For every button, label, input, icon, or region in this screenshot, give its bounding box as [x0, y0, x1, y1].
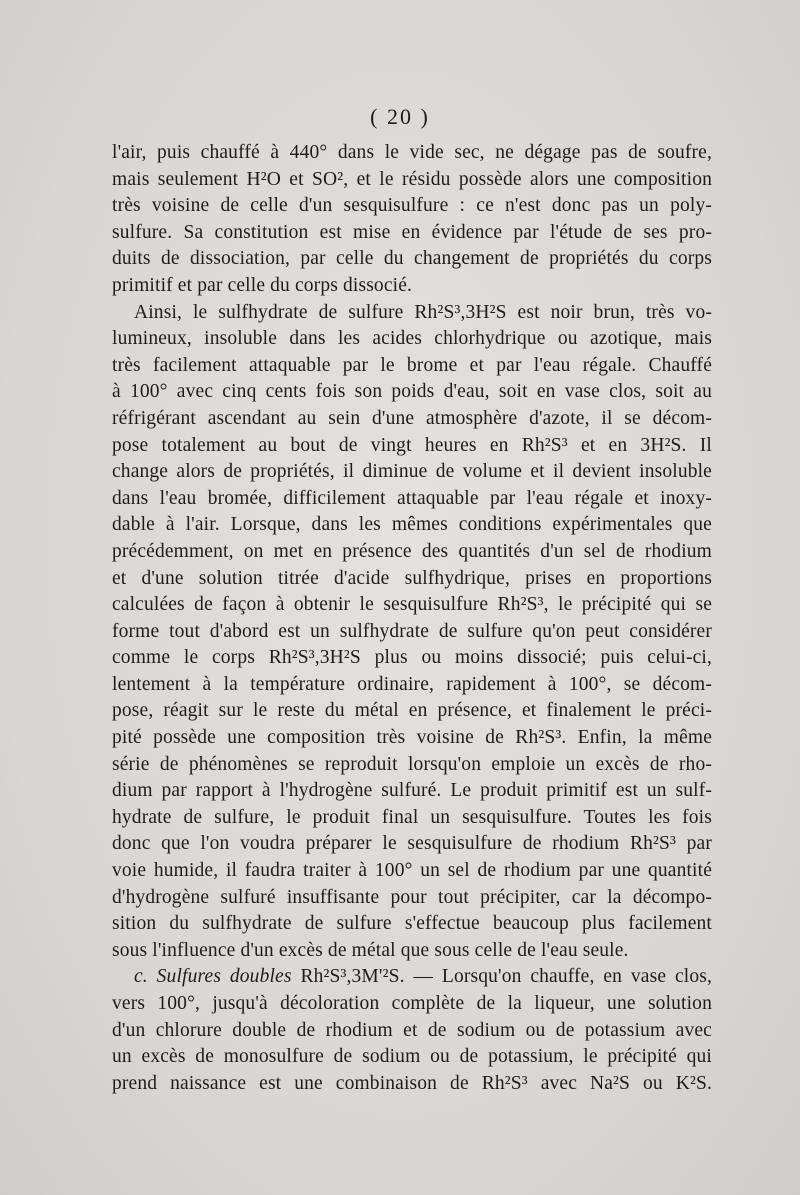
text-line: change alors de propriétés, il diminue de volume et il devient insoluble	[112, 461, 712, 483]
text-line: prend naissance est une combinaison de Rh²S³ avec Na²S ou K²S.	[112, 1072, 712, 1094]
text-line: vers 100°, jusqu'à décoloration complète de la liqueur, une solution	[112, 993, 712, 1014]
text-line: à 100° avec cinq cents fois son poids d'eau, soit en vase clos, soit au	[112, 381, 712, 403]
text-line: pité possède une composition très voisine de Rh²S³. Enfin, la même	[112, 727, 712, 749]
text-line: hydrate de sulfure, le produit final un sesquisulfure. Toutes les fois	[112, 806, 712, 828]
section-heading-line	[112, 964, 712, 991]
text-line: voie humide, il faudra traiter à 100° un sel de rhodium par une quantité	[112, 860, 712, 882]
text-line: mais seulement H²O et SO², et le résidu possède alors une composition	[112, 168, 712, 190]
body-text	[112, 140, 712, 1097]
text-line: lentement à la température ordinaire, rapidement à 100°, se décom-	[112, 673, 712, 695]
text-line: d'un chlorure double de rhodium et de sodium ou de potassium avec	[112, 1019, 712, 1041]
text-line: duits de dissociation, par celle du changement de propriétés du corps	[112, 248, 712, 270]
text-line: un excès de monosulfure de sodium ou de potassium, le précipité qui	[112, 1046, 712, 1068]
text-line: précédemment, on met en présence des quantités d'un sel de rhodium	[112, 540, 712, 562]
text-line: comme le corps Rh²S³,3H²S plus ou moins dissocié; puis celui-ci,	[112, 647, 712, 669]
text-line: primitif et par celle du corps dissocié.	[112, 274, 413, 296]
text-line: donc que l'on voudra préparer le sesquisulfure de rhodium Rh²S³ par	[112, 833, 712, 855]
text-line: calculées de façon à obtenir le sesquisulfure Rh²S³, le précipité qui se	[112, 594, 712, 616]
text-line: réfrigérant ascendant au sein d'une atmosphère d'azote, il se décom-	[112, 407, 712, 429]
text-line: très facilement attaquable par le brome et par l'eau régale. Chauffé	[112, 354, 712, 376]
text-line: l'air, puis chauffé à 440° dans le vide sec, ne dégage pas de soufre,	[112, 142, 712, 163]
text-line: forme tout d'abord est un sulfhydrate de sulfure qu'on peut considérer	[112, 620, 712, 642]
text-line: dium par rapport à l'hydrogène sulfuré. Le produit primitif est un sulf-	[112, 780, 712, 802]
text-line: dans l'eau bromée, difficilement attaquable par l'eau régale et inoxy-	[112, 487, 712, 509]
page-number: ( 20 )	[370, 104, 430, 129]
text-line: d'hydrogène sulfuré insuffisante pour tout précipiter, car la décompo-	[112, 886, 712, 908]
section-label: c. Sulfures doubles	[134, 966, 292, 988]
text-line: très voisine de celle d'un sesquisulfure : ce n'est donc pas un poly-	[112, 195, 712, 217]
text-line: pose, réagit sur le reste du métal en présence, et finalement le préci-	[112, 700, 712, 722]
text-line: sous l'influence d'un excès de métal que sous celle de l'eau seule.	[112, 939, 629, 961]
text-line: pose totalement au bout de vingt heures en Rh²S³ et en 3H²S. Il	[112, 434, 712, 456]
text-line: lumineux, insoluble dans les acides chlorhydrique ou azotique, mais	[112, 328, 712, 350]
section-heading-text: Rh²S³,3M'²S. — Lorsqu'on chauffe, en vase clos,	[300, 966, 712, 988]
text-line: série de phénomènes se reproduit lorsqu'on emploie un excès de rho-	[112, 753, 712, 775]
text-line: sition du sulfhydrate de sulfure s'effectue beaucoup plus facilement	[112, 913, 712, 935]
text-line: dable à l'air. Lorsque, dans les mêmes conditions expérimentales que	[112, 514, 712, 536]
text-line: et d'une solution titrée d'acide sulfhydrique, prises en proportions	[112, 567, 712, 589]
text-line: sulfure. Sa constitution est mise en évidence par l'étude de ses pro-	[112, 221, 712, 243]
text-line: Ainsi, le sulfhydrate de sulfure Rh²S³,3H²S est noir brun, très vo-	[134, 301, 712, 323]
